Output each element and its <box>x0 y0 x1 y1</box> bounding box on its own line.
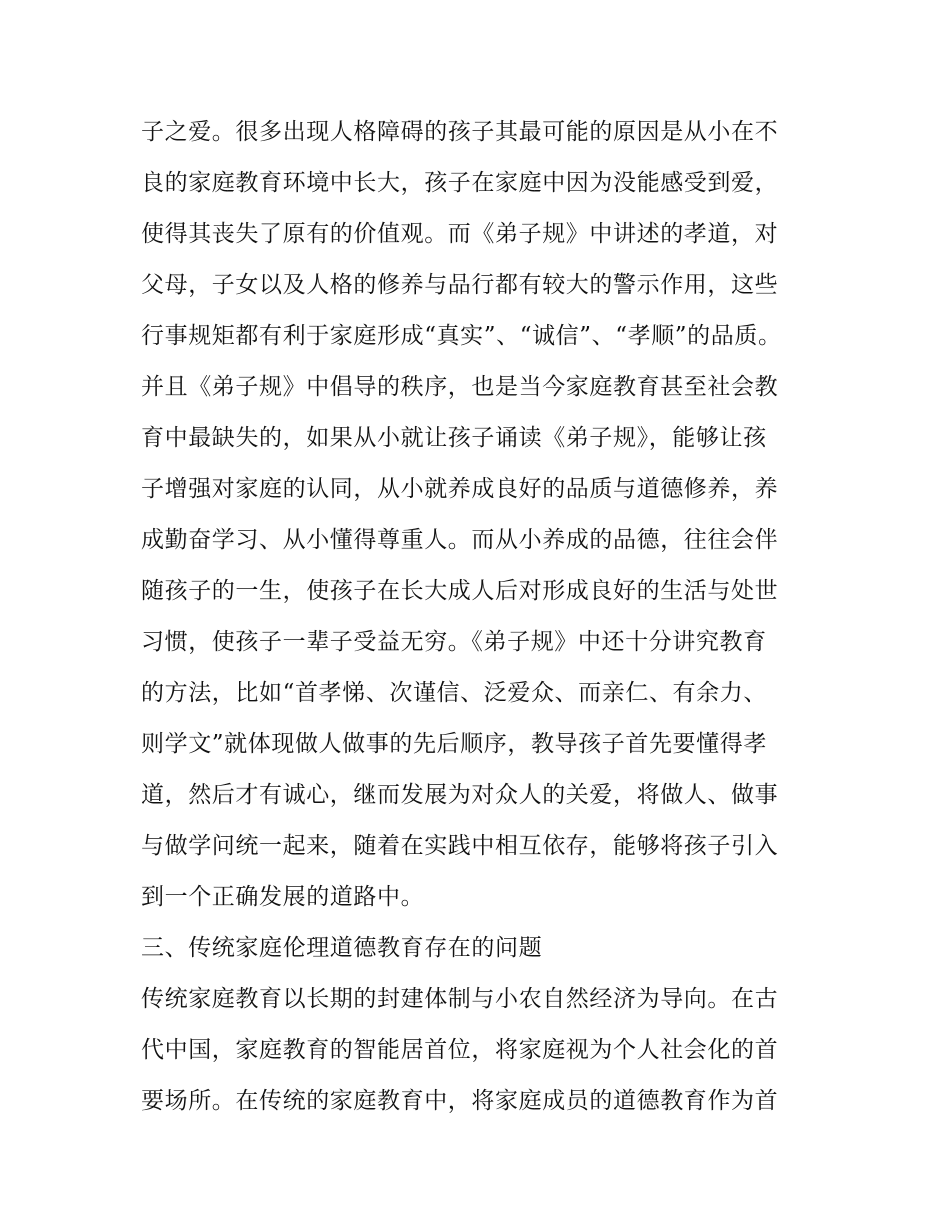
text-line: 使得其丧失了原有的价值观。而《弟子规》中讲述的孝道，对 <box>141 221 779 247</box>
text-line: 传统家庭教育以长期的封建体制与小农自然经济为导向。在古 <box>141 986 779 1012</box>
text-line: 与做学问统一起来，随着在实践中相互依存，能够将孩子引入 <box>141 833 779 859</box>
section-heading: 三、传统家庭伦理道德教育存在的问题 <box>141 935 543 961</box>
text-line: 行事规矩都有利于家庭形成“真实”、“诚信”、“孝顺”的品质。 <box>141 323 782 349</box>
text-line: 代中国，家庭教育的智能居首位，将家庭视为个人社会化的首 <box>141 1037 779 1063</box>
text-line: 要场所。在传统的家庭教育中，将家庭成员的道德教育作为首 <box>141 1088 779 1114</box>
text-line: 习惯，使孩子一辈子受益无穷。《弟子规》中还十分讲究教育 <box>141 629 767 655</box>
text-line: 道，然后才有诚心，继而发展为对众人的关爱，将做人、做事 <box>141 782 779 808</box>
text-line: 子增强对家庭的认同，从小就养成良好的品质与道德修养，养 <box>141 476 779 502</box>
body-text <box>141 107 821 1127</box>
text-line: 子之爱。很多出现人格障碍的孩子其最可能的原因是从小在不 <box>141 119 779 145</box>
text-line: 并且《弟子规》中倡导的秩序，也是当今家庭教育甚至社会教 <box>141 374 779 400</box>
text-line: 则学文”就体现做人做事的先后顺序，教导孩子首先要懂得孝 <box>141 731 767 757</box>
text-line: 的方法，比如“首孝悌、次谨信、泛爱众、而亲仁、有余力、 <box>141 680 767 706</box>
text-line: 随孩子的一生，使孩子在长大成人后对形成良好的生活与处世 <box>141 578 779 604</box>
text-line: 成勤奋学习、从小懂得尊重人。而从小养成的品德，往往会伴 <box>141 527 779 553</box>
text-line: 育中最缺失的，如果从小就让孩子诵读《弟子规》，能够让孩 <box>141 425 767 451</box>
text-line: 良的家庭教育环境中长大，孩子在家庭中因为没能感受到爱， <box>141 170 779 196</box>
text-line: 到一个正确发展的道路中。 <box>141 884 425 910</box>
text-line: 父母，子女以及人格的修养与品行都有较大的警示作用，这些 <box>141 272 779 298</box>
